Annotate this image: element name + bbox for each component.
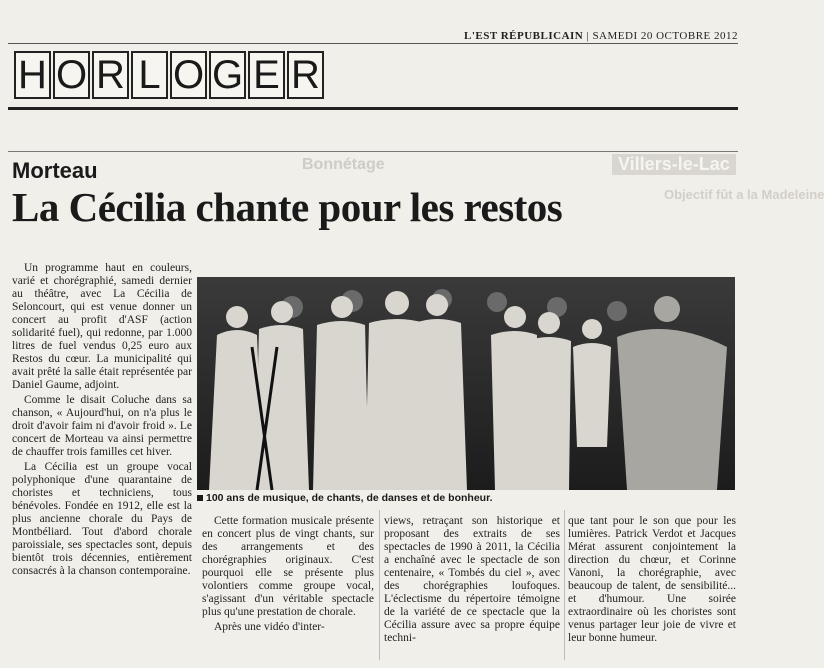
- column-divider: [379, 510, 380, 660]
- paragraph: Un programme haut en couleurs, varié et chorégraphié, samedi dernier au théâtre, avec La Cécilia de Seloncourt, qui est venue donner un concert au profit d'ASF (action solidarité fuel), qui redonne, par 1.000 litres de fuel vendus 0,25 euro aux Restos du cœur. La municipalité qui avait prêté la salle était représentée par Daniel Gaume, adjoint.: [12, 262, 192, 391]
- ghost-bleedthrough-left: Bonnétage: [302, 156, 385, 173]
- masthead: [440, 30, 738, 42]
- choir-photo: [197, 277, 735, 490]
- caption-bullet: [197, 495, 203, 501]
- caption-text: 100 ans de musique, de chants, de danses et de bonheur.: [206, 492, 493, 504]
- paragraph: La Cécilia est un groupe vocal polyphonique d'une quarantaine de choristes et techniciens, tous bénévoles. Fondée en 1912, elle est la plus ancienne chorale du Pays de Montbéliard. Tout d'abord chorale paroissiale, ses spectacles sont, depuis bientôt trois décennies, entièrement consacrés à la chanson contemporaine.: [12, 461, 192, 577]
- article-kicker: Morteau: [12, 158, 98, 183]
- masthead-separator: |: [586, 30, 590, 42]
- section-title: [14, 51, 324, 99]
- paragraph: Cette formation musicale présente en concert plus de vingt chants, sur des arrangements et des chorégraphies originaux. C'est pourquoi elle se présente plus volontiers comme groupe vocal, s'agissant d'un véritable spectacle plus qu'une prestation de chorale.: [202, 515, 374, 618]
- choir-photo-image: [197, 277, 735, 490]
- section-letter: L: [131, 51, 168, 99]
- section-letter: E: [248, 51, 285, 99]
- section-letter: H: [14, 51, 51, 99]
- section-letter: O: [53, 51, 90, 99]
- article-top-rule: [8, 151, 738, 152]
- article-column-4: [568, 515, 736, 647]
- section-letter: O: [170, 51, 207, 99]
- article-column-1: [12, 262, 192, 580]
- article-column-3: [384, 515, 560, 647]
- paragraph: Après une vidéo d'inter-: [214, 621, 325, 633]
- ghost-bleedthrough-sub: Objectif fût a la Madeleine: [664, 187, 824, 202]
- section-letter: R: [287, 51, 324, 99]
- section-rule: [8, 107, 738, 110]
- article-headline: La Cécilia chante pour les restos: [12, 184, 563, 230]
- section-letter: R: [92, 51, 129, 99]
- paragraph: views, retraçant son historique et proposant des extraits de ses spectacles de 1990 à 2011, la Cécilia a enchaîné avec le spectacle de son centenaire, « Tombés du ciel », avec des chorégraphies loufoques. L'éclectisme du répertoire témoigne de la variété de ce spectacle que la Cécilia assure avec sa propre équipe techni-: [384, 515, 560, 644]
- newspaper-name: L'EST RÉPUBLICAIN: [463, 30, 584, 42]
- article-column-2: [202, 515, 374, 636]
- photo-caption: [197, 492, 735, 504]
- section-letter: G: [209, 51, 246, 99]
- paragraph: que tant pour le son que pour les lumières. Patrick Verdot et Jacques Mérat assurent conjointement la direction du chœur, et Corinne Vanoni, la chorégraphie, avec beaucoup de talent, de sensibilité... et d'humour. Une soirée extraordinaire où les choristes sont venus partager leur joie de vivre et leur bonne humeur.: [568, 515, 736, 644]
- top-rule: [8, 43, 738, 44]
- paragraph: Comme le disait Coluche dans sa chanson, « Aujourd'hui, on n'a plus le droit d'avoir faim ni d'avoir froid ». Le concert de Morteau va ainsi permettre de chauffer trois familles cet hiver.: [12, 394, 192, 458]
- column-divider: [564, 510, 565, 660]
- ghost-bleedthrough-right: Villers-le-Lac: [612, 154, 736, 175]
- issue-date: SAMEDI 20 OCTOBRE 2012: [592, 30, 738, 42]
